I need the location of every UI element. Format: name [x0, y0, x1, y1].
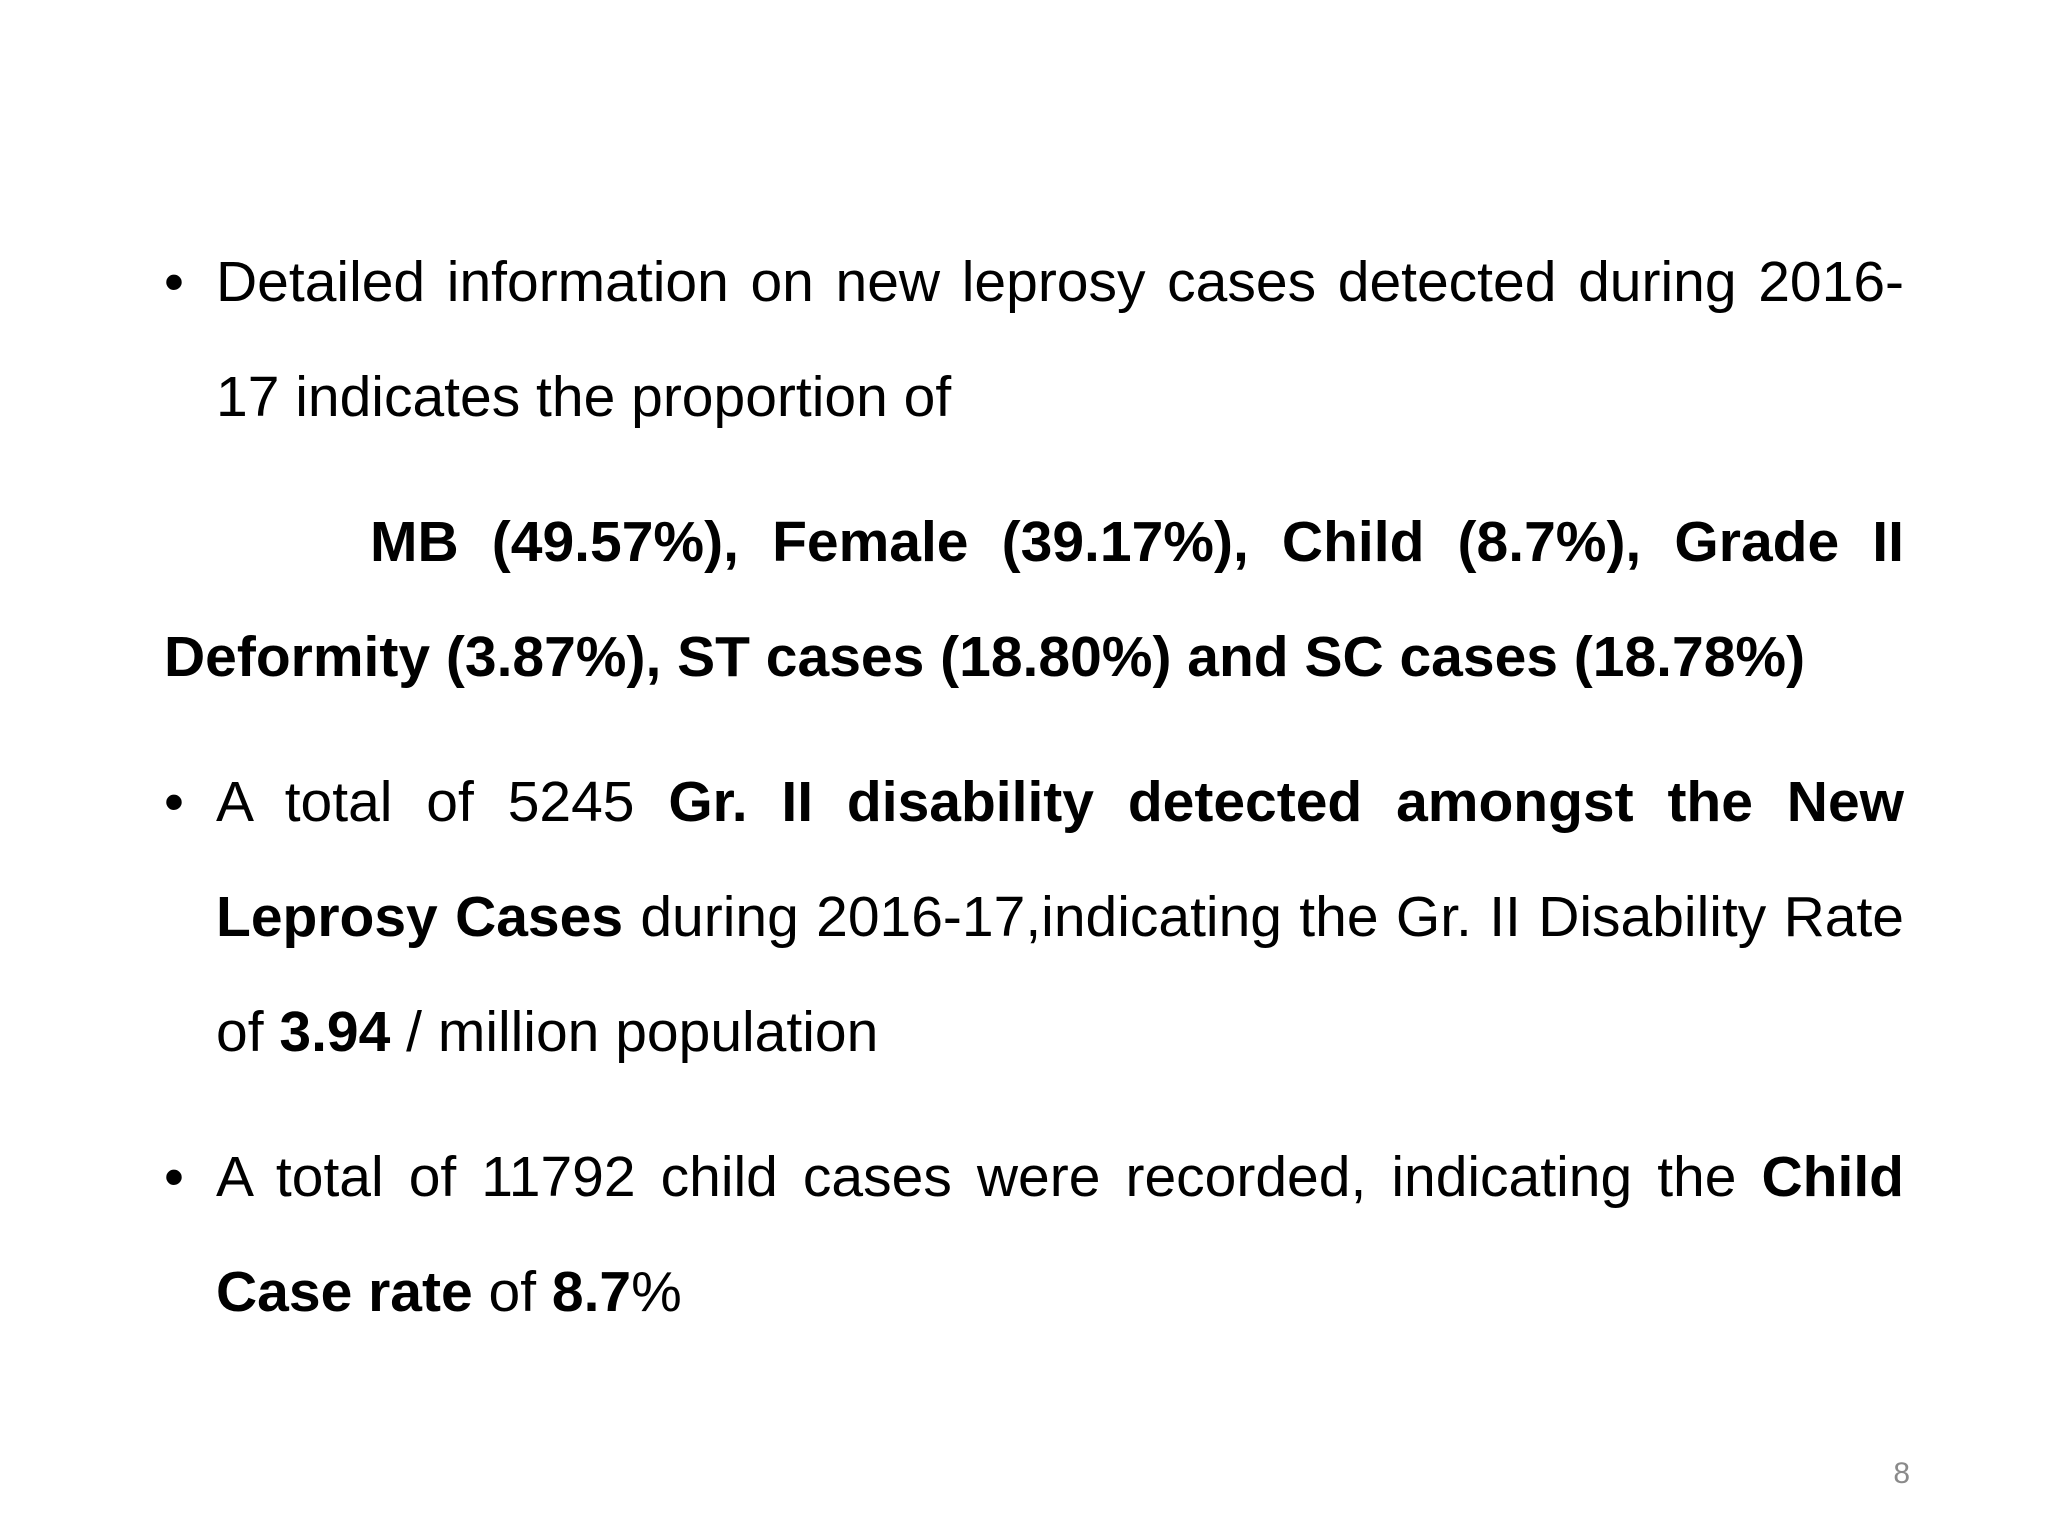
slide-content — [164, 225, 1904, 1350]
bullet-point-icon — [164, 745, 204, 860]
disability-text-part2: during 2016-17,indicating the Gr. II Disability Rate of — [216, 885, 1904, 1064]
bullet-detailed-information — [164, 225, 1904, 455]
bullet-child-cases — [164, 1120, 1904, 1350]
page-number: 8 — [1893, 1457, 1910, 1490]
child-text-part3: % — [631, 1260, 682, 1324]
disability-text-part1: A total of 5245 — [216, 770, 669, 834]
bullet-text: Detailed information on new leprosy cases detected during 2016-17 indicates the proportion of — [216, 250, 1904, 429]
child-text-part2: of — [472, 1260, 552, 1324]
disability-text-part3: / million population — [390, 1000, 879, 1064]
proportion-summary: MB (49.57%), Female (39.17%), Child (8.7%), Grade II Deformity (3.87%), ST cases (18.80%) and SC cases (18.78%) — [164, 510, 1904, 689]
bullet-point-icon — [164, 225, 204, 340]
disability-rate-value: 3.94 — [279, 1000, 391, 1064]
child-text-part1: A total of 11792 child cases were recorded, indicating the — [216, 1145, 1762, 1209]
bullet-point-icon — [164, 1120, 204, 1235]
child-case-rate-label: Child Case rate — [216, 1145, 1904, 1324]
child-case-rate-value: 8.7 — [551, 1260, 632, 1324]
disability-bold-statement: Gr. II disability detected amongst the New Leprosy Cases — [216, 770, 1904, 949]
bullet-disability — [164, 745, 1904, 1090]
